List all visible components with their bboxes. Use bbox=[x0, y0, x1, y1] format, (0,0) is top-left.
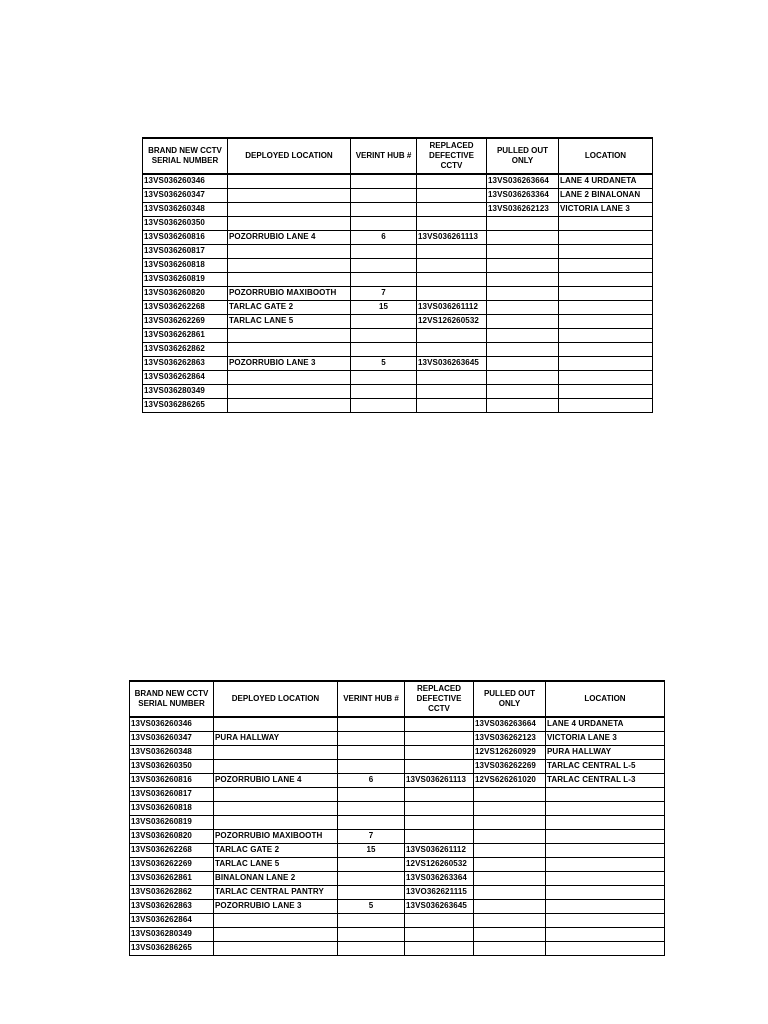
table-row bbox=[130, 746, 665, 760]
cell-deployed-location: TARLAC LANE 5 bbox=[228, 315, 351, 329]
cell-verint-hub bbox=[338, 872, 405, 886]
table-row bbox=[130, 774, 665, 788]
cell-replaced-defective bbox=[405, 717, 474, 732]
cell-serial-number: 13VS036260817 bbox=[143, 245, 228, 259]
cell-serial-number: 13VS036280349 bbox=[130, 928, 214, 942]
cell-verint-hub bbox=[351, 189, 417, 203]
cell-deployed-location: TARLAC GATE 2 bbox=[228, 301, 351, 315]
cell-replaced-defective bbox=[417, 385, 487, 399]
cell-verint-hub bbox=[338, 942, 405, 956]
cell-replaced-defective: 12VS126260532 bbox=[405, 858, 474, 872]
cell-location bbox=[546, 872, 665, 886]
table-row bbox=[143, 273, 653, 287]
cell-deployed-location bbox=[228, 259, 351, 273]
cell-location bbox=[559, 371, 653, 385]
cell-deployed-location: TARLAC LANE 5 bbox=[214, 858, 338, 872]
cell-deployed-location bbox=[214, 942, 338, 956]
cell-pulled-out-only bbox=[487, 259, 559, 273]
cell-verint-hub: 6 bbox=[351, 231, 417, 245]
cell-replaced-defective: 13VS036263364 bbox=[405, 872, 474, 886]
cell-location bbox=[559, 259, 653, 273]
cell-location bbox=[546, 928, 665, 942]
cell-location bbox=[546, 816, 665, 830]
cell-pulled-out-only bbox=[474, 872, 546, 886]
cell-verint-hub bbox=[338, 858, 405, 872]
table-body bbox=[130, 717, 665, 956]
cell-deployed-location bbox=[228, 203, 351, 217]
cell-replaced-defective bbox=[417, 174, 487, 189]
cell-replaced-defective: 13VO362621115 bbox=[405, 886, 474, 900]
table-row bbox=[130, 872, 665, 886]
cell-verint-hub: 5 bbox=[351, 357, 417, 371]
cell-verint-hub bbox=[351, 259, 417, 273]
cell-deployed-location bbox=[228, 329, 351, 343]
cell-pulled-out-only bbox=[487, 301, 559, 315]
cell-serial-number: 13VS036260818 bbox=[130, 802, 214, 816]
cell-serial-number: 13VS036262864 bbox=[143, 371, 228, 385]
cell-replaced-defective bbox=[405, 732, 474, 746]
cell-replaced-defective bbox=[417, 259, 487, 273]
header-location: LOCATION bbox=[546, 681, 665, 717]
cell-deployed-location bbox=[214, 788, 338, 802]
cell-serial-number: 13VS036260346 bbox=[143, 174, 228, 189]
cell-verint-hub bbox=[338, 746, 405, 760]
cell-pulled-out-only: 12VS126260929 bbox=[474, 746, 546, 760]
table-row bbox=[130, 802, 665, 816]
cell-serial-number: 13VS036262861 bbox=[143, 329, 228, 343]
cell-serial-number: 13VS036260347 bbox=[143, 189, 228, 203]
cell-verint-hub bbox=[338, 816, 405, 830]
cell-replaced-defective bbox=[405, 746, 474, 760]
cell-replaced-defective bbox=[417, 287, 487, 301]
table-row bbox=[143, 357, 653, 371]
cell-serial-number: 13VS036260348 bbox=[130, 746, 214, 760]
cell-serial-number: 13VS036260346 bbox=[130, 717, 214, 732]
cell-replaced-defective bbox=[417, 189, 487, 203]
cell-location bbox=[559, 245, 653, 259]
cell-pulled-out-only bbox=[474, 802, 546, 816]
cell-verint-hub bbox=[338, 732, 405, 746]
cell-pulled-out-only bbox=[474, 858, 546, 872]
header-verint-hub: VERINT HUB # bbox=[338, 681, 405, 717]
header-row bbox=[130, 681, 665, 717]
cell-serial-number: 13VS036262863 bbox=[130, 900, 214, 914]
header-verint-hub: VERINT HUB # bbox=[351, 138, 417, 174]
cell-pulled-out-only: 13VS036263664 bbox=[474, 717, 546, 732]
cell-pulled-out-only: 13VS036262269 bbox=[474, 760, 546, 774]
cell-deployed-location: POZORRUBIO LANE 4 bbox=[214, 774, 338, 788]
cell-serial-number: 13VS036262269 bbox=[130, 858, 214, 872]
table-row bbox=[143, 399, 653, 413]
cell-pulled-out-only bbox=[474, 816, 546, 830]
cell-deployed-location: POZORRUBIO LANE 3 bbox=[228, 357, 351, 371]
cell-location bbox=[546, 900, 665, 914]
cell-serial-number: 13VS036260816 bbox=[130, 774, 214, 788]
cell-deployed-location bbox=[214, 914, 338, 928]
cell-serial-number: 13VS036262862 bbox=[143, 343, 228, 357]
cell-serial-number: 13VS036262269 bbox=[143, 315, 228, 329]
cell-verint-hub bbox=[338, 717, 405, 732]
cell-location bbox=[559, 329, 653, 343]
cell-location bbox=[546, 788, 665, 802]
header-pulled-out-only: PULLED OUT ONLY bbox=[474, 681, 546, 717]
cell-pulled-out-only: 12VS626261020 bbox=[474, 774, 546, 788]
cell-deployed-location bbox=[214, 717, 338, 732]
cell-deployed-location bbox=[228, 217, 351, 231]
cell-verint-hub: 15 bbox=[351, 301, 417, 315]
cell-deployed-location bbox=[228, 273, 351, 287]
cell-pulled-out-only bbox=[487, 385, 559, 399]
cell-verint-hub bbox=[351, 329, 417, 343]
table-row bbox=[143, 385, 653, 399]
cell-serial-number: 13VS036260348 bbox=[143, 203, 228, 217]
cell-serial-number: 13VS036260820 bbox=[130, 830, 214, 844]
cell-pulled-out-only bbox=[487, 315, 559, 329]
cell-location: TARLAC CENTRAL L-3 bbox=[546, 774, 665, 788]
cell-pulled-out-only bbox=[487, 217, 559, 231]
cell-verint-hub bbox=[338, 928, 405, 942]
cell-deployed-location bbox=[214, 928, 338, 942]
table-row bbox=[143, 287, 653, 301]
cell-serial-number: 13VS036260820 bbox=[143, 287, 228, 301]
cell-serial-number: 13VS036260818 bbox=[143, 259, 228, 273]
cell-verint-hub bbox=[351, 385, 417, 399]
cell-verint-hub bbox=[351, 273, 417, 287]
table-row bbox=[143, 189, 653, 203]
header-serial-number: BRAND NEW CCTV SERIAL NUMBER bbox=[143, 138, 228, 174]
cell-location: LANE 4 URDANETA bbox=[559, 174, 653, 189]
cell-pulled-out-only bbox=[487, 399, 559, 413]
cell-serial-number: 13VS036260350 bbox=[143, 217, 228, 231]
cell-deployed-location bbox=[228, 399, 351, 413]
cell-replaced-defective: 13VS036261113 bbox=[417, 231, 487, 245]
cell-replaced-defective bbox=[405, 760, 474, 774]
cell-location bbox=[559, 399, 653, 413]
cell-location bbox=[546, 914, 665, 928]
table-row bbox=[143, 343, 653, 357]
cell-verint-hub bbox=[351, 245, 417, 259]
cell-location bbox=[546, 844, 665, 858]
cell-replaced-defective bbox=[417, 343, 487, 357]
cctv-table-2 bbox=[129, 680, 665, 956]
cell-verint-hub: 7 bbox=[338, 830, 405, 844]
cell-verint-hub bbox=[351, 399, 417, 413]
cell-verint-hub bbox=[351, 203, 417, 217]
cell-deployed-location bbox=[228, 343, 351, 357]
cell-pulled-out-only bbox=[474, 928, 546, 942]
cell-deployed-location bbox=[214, 816, 338, 830]
cell-replaced-defective bbox=[417, 273, 487, 287]
table-row bbox=[143, 301, 653, 315]
cell-pulled-out-only: 13VS036263664 bbox=[487, 174, 559, 189]
cell-pulled-out-only bbox=[487, 329, 559, 343]
cell-deployed-location bbox=[214, 746, 338, 760]
table-row bbox=[143, 217, 653, 231]
table-row bbox=[143, 174, 653, 189]
cell-pulled-out-only bbox=[474, 942, 546, 956]
cell-replaced-defective bbox=[405, 914, 474, 928]
cell-serial-number: 13VS036262268 bbox=[143, 301, 228, 315]
table-row bbox=[143, 245, 653, 259]
cell-deployed-location bbox=[228, 245, 351, 259]
cell-location: PURA HALLWAY bbox=[546, 746, 665, 760]
cell-serial-number: 13VS036260350 bbox=[130, 760, 214, 774]
table-row bbox=[143, 315, 653, 329]
cell-deployed-location bbox=[228, 385, 351, 399]
header-replaced-defective: REPLACED DEFECTIVE CCTV bbox=[405, 681, 474, 717]
cell-location bbox=[559, 357, 653, 371]
table-row bbox=[130, 900, 665, 914]
cell-verint-hub bbox=[338, 914, 405, 928]
cell-pulled-out-only bbox=[474, 886, 546, 900]
cell-pulled-out-only bbox=[487, 273, 559, 287]
table-body bbox=[143, 174, 653, 413]
cell-replaced-defective bbox=[417, 399, 487, 413]
cell-pulled-out-only bbox=[474, 830, 546, 844]
cell-deployed-location: POZORRUBIO MAXIBOOTH bbox=[228, 287, 351, 301]
cell-serial-number: 13VS036262862 bbox=[130, 886, 214, 900]
table-row bbox=[130, 760, 665, 774]
header-replaced-defective: REPLACED DEFECTIVE CCTV bbox=[417, 138, 487, 174]
cell-location bbox=[546, 830, 665, 844]
table-row bbox=[130, 830, 665, 844]
cell-replaced-defective bbox=[417, 371, 487, 385]
cell-location: VICTORIA LANE 3 bbox=[546, 732, 665, 746]
cell-replaced-defective: 13VS036261112 bbox=[417, 301, 487, 315]
cell-verint-hub bbox=[351, 371, 417, 385]
cell-deployed-location: BINALONAN LANE 2 bbox=[214, 872, 338, 886]
cell-deployed-location: POZORRUBIO LANE 3 bbox=[214, 900, 338, 914]
cell-deployed-location bbox=[228, 371, 351, 385]
cell-serial-number: 13VS036260817 bbox=[130, 788, 214, 802]
cell-replaced-defective bbox=[405, 802, 474, 816]
cell-pulled-out-only: 13VS036262123 bbox=[487, 203, 559, 217]
cell-replaced-defective bbox=[405, 942, 474, 956]
table-row bbox=[130, 844, 665, 858]
header-row bbox=[143, 138, 653, 174]
cell-deployed-location bbox=[214, 802, 338, 816]
cell-deployed-location: TARLAC GATE 2 bbox=[214, 844, 338, 858]
cell-deployed-location bbox=[228, 189, 351, 203]
table-row bbox=[143, 203, 653, 217]
cell-replaced-defective: 13VS036263645 bbox=[417, 357, 487, 371]
cell-pulled-out-only bbox=[487, 343, 559, 357]
header-location: LOCATION bbox=[559, 138, 653, 174]
cell-replaced-defective bbox=[405, 816, 474, 830]
table-row bbox=[130, 717, 665, 732]
cell-verint-hub bbox=[351, 174, 417, 189]
cell-verint-hub bbox=[351, 315, 417, 329]
table-row bbox=[130, 816, 665, 830]
cell-pulled-out-only bbox=[487, 371, 559, 385]
table-row bbox=[130, 732, 665, 746]
cell-deployed-location: TARLAC CENTRAL PANTRY bbox=[214, 886, 338, 900]
cell-pulled-out-only bbox=[474, 914, 546, 928]
cell-replaced-defective: 12VS126260532 bbox=[417, 315, 487, 329]
cell-replaced-defective bbox=[405, 788, 474, 802]
cell-pulled-out-only bbox=[474, 788, 546, 802]
cell-serial-number: 13VS036262864 bbox=[130, 914, 214, 928]
cell-pulled-out-only bbox=[487, 357, 559, 371]
cell-verint-hub: 15 bbox=[338, 844, 405, 858]
cell-location: LANE 4 URDANETA bbox=[546, 717, 665, 732]
cell-location bbox=[559, 273, 653, 287]
cell-verint-hub bbox=[338, 886, 405, 900]
cell-deployed-location bbox=[214, 760, 338, 774]
cell-pulled-out-only bbox=[487, 231, 559, 245]
cell-location bbox=[559, 385, 653, 399]
cell-serial-number: 13VS036260819 bbox=[130, 816, 214, 830]
cell-verint-hub: 5 bbox=[338, 900, 405, 914]
cell-verint-hub bbox=[351, 343, 417, 357]
table-row bbox=[143, 259, 653, 273]
cell-replaced-defective bbox=[405, 928, 474, 942]
cell-verint-hub bbox=[338, 788, 405, 802]
cell-location bbox=[559, 315, 653, 329]
cell-location: TARLAC CENTRAL L-5 bbox=[546, 760, 665, 774]
cell-location bbox=[546, 802, 665, 816]
cell-replaced-defective bbox=[417, 329, 487, 343]
cell-location bbox=[546, 886, 665, 900]
cell-pulled-out-only: 13VS036263364 bbox=[487, 189, 559, 203]
cell-serial-number: 13VS036260819 bbox=[143, 273, 228, 287]
cell-replaced-defective: 13VS036261112 bbox=[405, 844, 474, 858]
cell-location bbox=[559, 301, 653, 315]
cell-serial-number: 13VS036262268 bbox=[130, 844, 214, 858]
cell-deployed-location: PURA HALLWAY bbox=[214, 732, 338, 746]
cell-pulled-out-only bbox=[474, 900, 546, 914]
cell-deployed-location: POZORRUBIO LANE 4 bbox=[228, 231, 351, 245]
table-row bbox=[130, 914, 665, 928]
cell-verint-hub bbox=[351, 217, 417, 231]
table-row bbox=[143, 371, 653, 385]
cell-location: VICTORIA LANE 3 bbox=[559, 203, 653, 217]
cell-serial-number: 13VS036260816 bbox=[143, 231, 228, 245]
cell-replaced-defective: 13VS036261113 bbox=[405, 774, 474, 788]
table-row bbox=[130, 788, 665, 802]
table-row bbox=[130, 942, 665, 956]
cell-verint-hub bbox=[338, 760, 405, 774]
cell-location bbox=[559, 217, 653, 231]
cell-serial-number: 13VS036286265 bbox=[130, 942, 214, 956]
cell-replaced-defective bbox=[417, 245, 487, 259]
cell-location bbox=[546, 942, 665, 956]
cctv-table-1 bbox=[142, 137, 653, 413]
cell-serial-number: 13VS036260347 bbox=[130, 732, 214, 746]
cell-replaced-defective bbox=[405, 830, 474, 844]
header-deployed-location: DEPLOYED LOCATION bbox=[214, 681, 338, 717]
cell-verint-hub: 7 bbox=[351, 287, 417, 301]
cell-replaced-defective bbox=[417, 203, 487, 217]
header-pulled-out-only: PULLED OUT ONLY bbox=[487, 138, 559, 174]
header-deployed-location: DEPLOYED LOCATION bbox=[228, 138, 351, 174]
cell-verint-hub: 6 bbox=[338, 774, 405, 788]
table-row bbox=[143, 329, 653, 343]
cell-serial-number: 13VS036262863 bbox=[143, 357, 228, 371]
table-row bbox=[143, 231, 653, 245]
cell-pulled-out-only bbox=[474, 844, 546, 858]
header-serial-number: BRAND NEW CCTV SERIAL NUMBER bbox=[130, 681, 214, 717]
cell-deployed-location bbox=[228, 174, 351, 189]
cell-replaced-defective: 13VS036263645 bbox=[405, 900, 474, 914]
cell-location bbox=[559, 343, 653, 357]
cell-pulled-out-only bbox=[487, 245, 559, 259]
table-row bbox=[130, 858, 665, 872]
cell-location bbox=[546, 858, 665, 872]
cell-location bbox=[559, 231, 653, 245]
cell-deployed-location: POZORRUBIO MAXIBOOTH bbox=[214, 830, 338, 844]
table-row bbox=[130, 886, 665, 900]
cell-location: LANE 2 BINALONAN bbox=[559, 189, 653, 203]
cell-location bbox=[559, 287, 653, 301]
cell-serial-number: 13VS036280349 bbox=[143, 385, 228, 399]
cell-serial-number: 13VS036286265 bbox=[143, 399, 228, 413]
cell-pulled-out-only: 13VS036262123 bbox=[474, 732, 546, 746]
cell-replaced-defective bbox=[417, 217, 487, 231]
cell-verint-hub bbox=[338, 802, 405, 816]
cell-pulled-out-only bbox=[487, 287, 559, 301]
cell-serial-number: 13VS036262861 bbox=[130, 872, 214, 886]
table-row bbox=[130, 928, 665, 942]
